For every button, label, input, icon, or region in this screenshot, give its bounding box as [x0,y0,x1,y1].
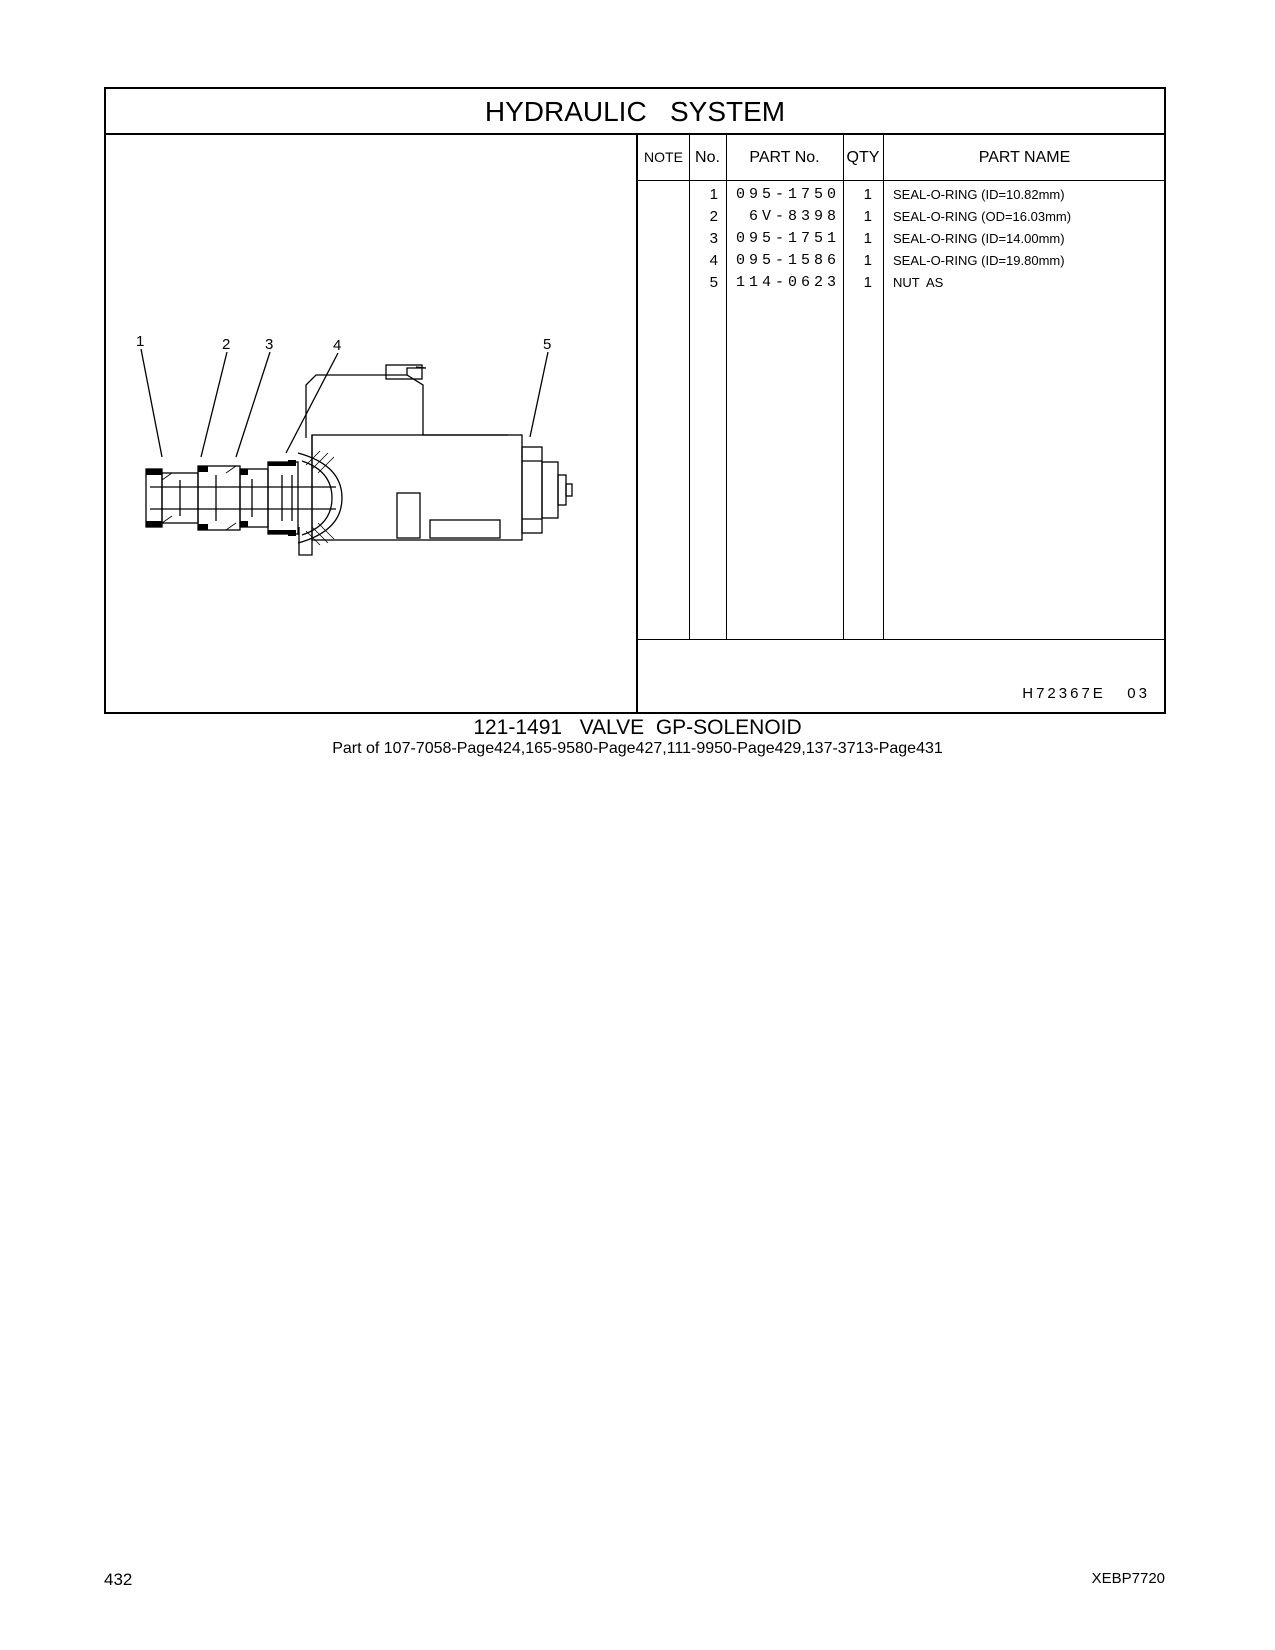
row-no: 5 [709,274,718,291]
callout-3: 3 [265,336,274,353]
valve-drawing [106,135,636,712]
row-qty: 1 [863,208,872,225]
row-part-no: 095-1750 [736,186,841,203]
row-part-name: SEAL-O-RING (ID=10.82mm) [893,187,1065,202]
illustration-code: H72367E 03 [1022,685,1150,702]
row-no: 4 [709,252,718,269]
assembly-title: 121-1491 VALVE GP-SOLENOID [473,716,802,739]
document-id: XEBP7720 [1091,1570,1165,1587]
row-part-name: SEAL-O-RING (ID=19.80mm) [893,253,1065,268]
callout-5: 5 [543,336,552,353]
row-qty: 1 [863,252,872,269]
row-qty: 1 [863,274,872,291]
table-row [638,250,1164,272]
row-part-name: SEAL-O-RING (ID=14.00mm) [893,231,1065,246]
part-of-reference: Part of 107-7058-Page424,165-9580-Page427,111-9950-Page429,137-3713-Page431 [332,740,943,757]
callout-2: 2 [222,336,231,353]
table-row [638,228,1164,250]
table-row [638,272,1164,294]
parts-frame [104,87,1166,714]
row-part-no: 6V-8398 [736,208,841,225]
row-part-name: SEAL-O-RING (OD=16.03mm) [893,209,1072,224]
page-title: HYDRAULIC SYSTEM [106,89,1164,135]
table-row [638,206,1164,228]
table-row [638,184,1164,206]
row-no: 3 [709,230,718,247]
row-no: 1 [709,186,718,203]
col-header-no: No. [695,149,720,166]
row-part-no: 095-1751 [736,230,841,247]
row-no: 2 [709,208,718,225]
callout-4: 4 [333,337,342,354]
page-number: 432 [104,1570,133,1589]
col-header-part-name: PART NAME [978,149,1071,166]
col-header-note: NOTE [644,149,683,165]
callout-1: 1 [136,333,145,350]
parts-table [636,135,1164,712]
row-part-name: NUT AS [893,275,944,290]
valve-illustration [106,135,636,712]
row-part-no: 114-0623 [736,274,841,291]
row-qty: 1 [863,230,872,247]
row-qty: 1 [863,186,872,203]
col-header-qty: QTY [846,149,880,166]
col-header-part-no: PART No. [749,149,820,166]
row-part-no: 095-1586 [736,252,841,269]
